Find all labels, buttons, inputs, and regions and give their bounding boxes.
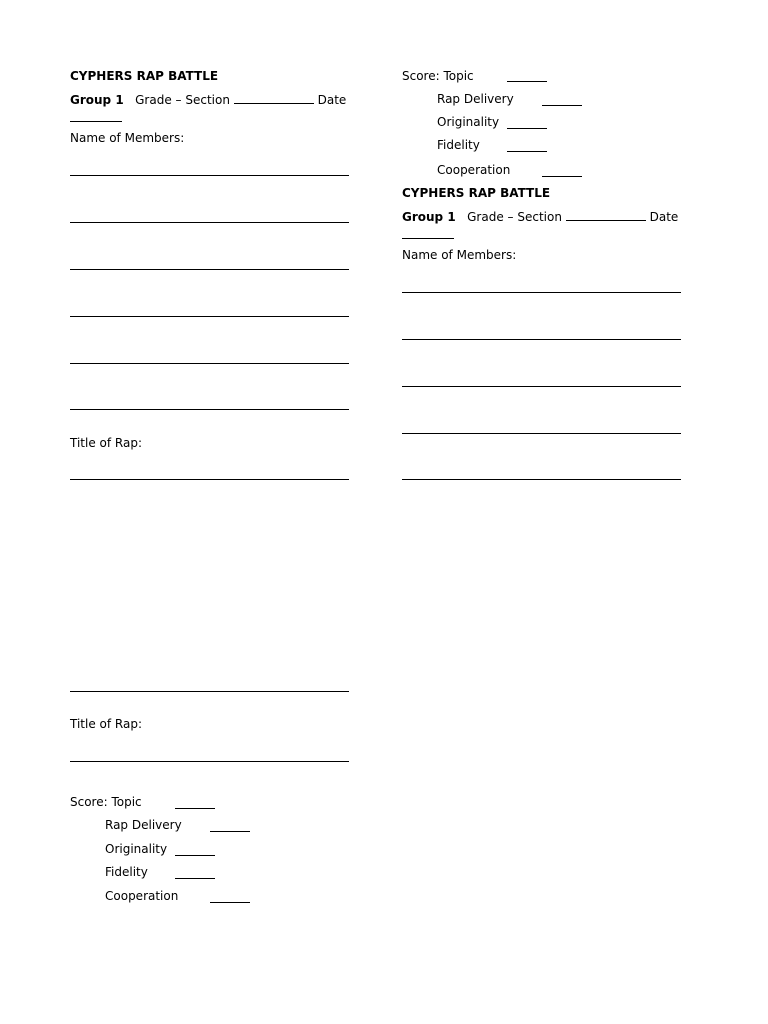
- right-score-cooperation-blank[interactable]: [542, 176, 582, 177]
- right-score-rap-delivery-blank[interactable]: [542, 105, 582, 106]
- left-score-fidelity-blank[interactable]: [175, 878, 215, 879]
- right-score-originality-label: Originality: [437, 115, 500, 129]
- left-score-originality-blank[interactable]: [175, 855, 215, 856]
- right-score-topic-label: Score: Topic: [402, 69, 474, 83]
- left-score-rap-delivery-label: Rap Delivery: [105, 818, 182, 832]
- right-grade-section-blank[interactable]: [566, 209, 646, 221]
- right-score-rap-delivery-label: Rap Delivery: [437, 92, 514, 106]
- right-member-line-1[interactable]: [402, 292, 681, 293]
- left-score-fidelity-label: Fidelity: [105, 865, 148, 879]
- right-score-fidelity-label: Fidelity: [437, 138, 480, 152]
- right-group-line: [402, 209, 678, 224]
- right-group-label: Group 1: [402, 210, 456, 224]
- right-member-line-2[interactable]: [402, 339, 681, 340]
- right-member-line-5[interactable]: [402, 479, 681, 480]
- right-member-line-3[interactable]: [402, 386, 681, 387]
- left-score-cooperation-label: Cooperation: [105, 889, 179, 903]
- right-heading: CYPHERS RAP BATTLE: [402, 186, 551, 200]
- left-score-rap-delivery-blank[interactable]: [210, 831, 250, 832]
- left-title-of-rap-label-1: Title of Rap:: [70, 436, 142, 450]
- left-member-line-6[interactable]: [70, 409, 349, 410]
- right-member-line-4[interactable]: [402, 433, 681, 434]
- right-members-label: Name of Members:: [402, 248, 517, 262]
- left-member-line-1[interactable]: [70, 175, 349, 176]
- left-date-label: Date: [317, 93, 347, 107]
- right-date-blank[interactable]: [402, 238, 454, 239]
- left-date-blank[interactable]: [70, 121, 122, 122]
- left-group-label: Group 1: [70, 93, 124, 107]
- left-member-line-4[interactable]: [70, 316, 349, 317]
- left-score-originality-label: Originality: [105, 842, 168, 856]
- right-score-fidelity-blank[interactable]: [507, 151, 547, 152]
- left-score-topic-label: Score: Topic: [70, 795, 142, 809]
- left-score-cooperation-blank[interactable]: [210, 902, 250, 903]
- right-date-label: Date: [649, 210, 679, 224]
- right-score-originality-blank[interactable]: [507, 128, 547, 129]
- right-score-cooperation-label: Cooperation: [437, 163, 511, 177]
- left-grade-section-blank[interactable]: [234, 92, 314, 104]
- left-grade-section-label: Grade – Section: [135, 93, 230, 107]
- right-score-topic-blank[interactable]: [507, 81, 547, 82]
- left-member-line-3[interactable]: [70, 269, 349, 270]
- left-lyrics-line[interactable]: [70, 691, 349, 692]
- left-title-of-rap-label-2: Title of Rap:: [70, 717, 142, 731]
- left-heading: CYPHERS RAP BATTLE: [70, 69, 219, 83]
- left-members-label: Name of Members:: [70, 131, 185, 145]
- right-grade-section-label: Grade – Section: [467, 210, 562, 224]
- left-member-line-2[interactable]: [70, 222, 349, 223]
- left-group-line: [70, 92, 346, 107]
- left-member-line-5[interactable]: [70, 363, 349, 364]
- left-score-topic-blank[interactable]: [175, 808, 215, 809]
- left-title-of-rap-line-1[interactable]: [70, 479, 349, 480]
- left-title-of-rap-line-2[interactable]: [70, 761, 349, 762]
